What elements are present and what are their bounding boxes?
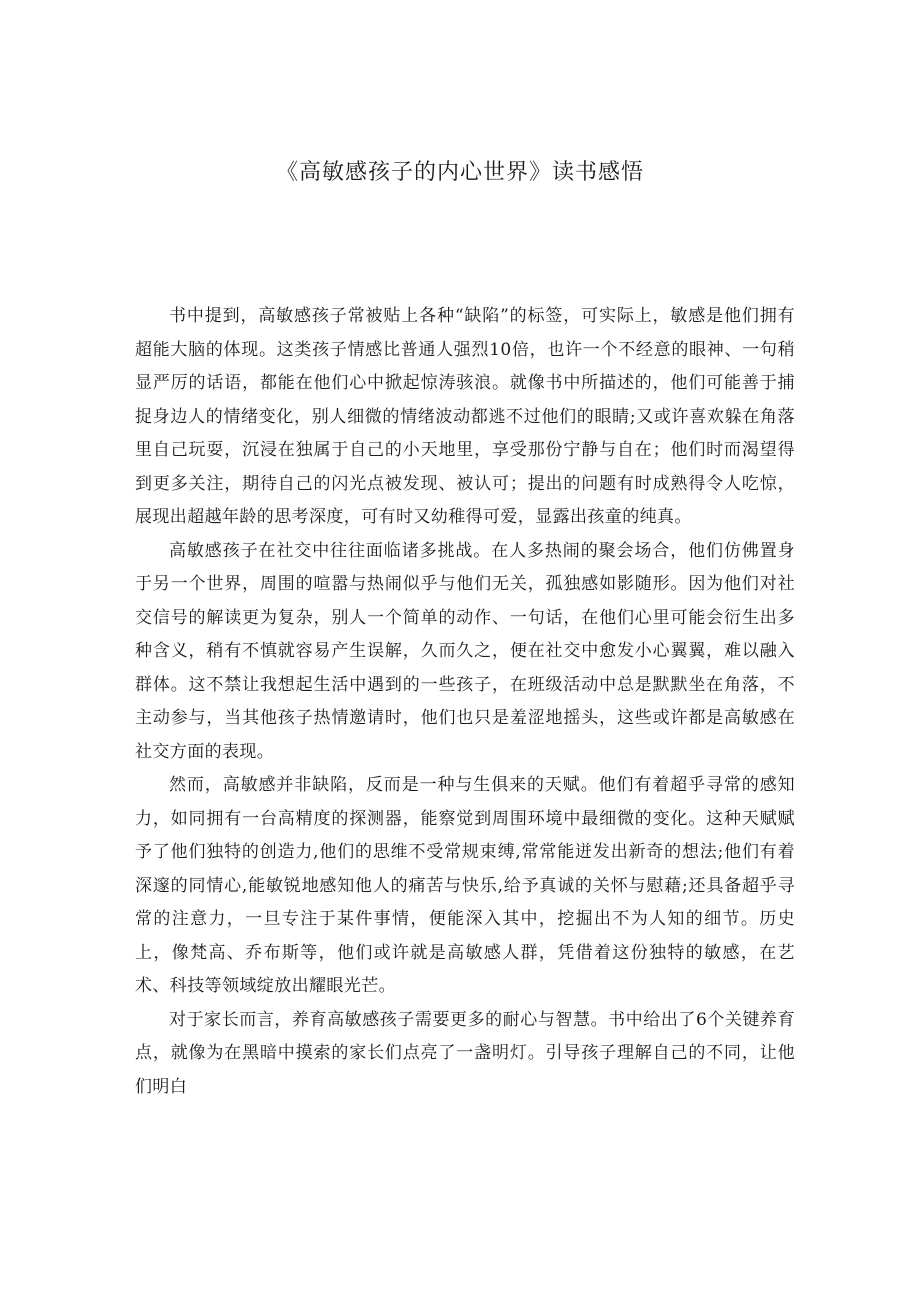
- paragraph-1: 书中提到，高敏感孩子常被贴上各种“缺陷”的标签，可实际上，敏感是他们拥有超能大脑的体现。这类孩子情感比普通人强烈10倍，也许一个不经意的眼神、一句稍显严厉的话语，都能在他们心中掀起惊涛骇浪。就像书中所描述的，他们可能善于捕捉身边人的情绪变化，别人细微的情绪波动都逃不过他们的眼睛;又或许喜欢躲在角落里自己玩耍，沉浸在独属于自己的小天地里，享受那份宁静与自在；他们时而渴望得到更多关注，期待自己的闪光点被发现、被认可；提出的问题有时成熟得令人吃惊，展现出超越年龄的思考深度，可有时又幼稚得可爱，显露出孩童的纯真。: [135, 306, 795, 527]
- document-body: [135, 300, 795, 1104]
- paragraph-4: 对于家长而言，养育高敏感孩子需要更多的耐心与智慧。书中给出了6个关键养育点，就像为在黑暗中摸索的家长们点亮了一盏明灯。引导孩子理解自己的不同，让他们明白: [135, 1009, 795, 1097]
- paragraph-2: 高敏感孩子在社交中往往面临诸多挑战。在人多热闹的聚会场合，他们仿佛置身于另一个世界，周围的喧嚣与热闹似乎与他们无关，孤独感如影随形。因为他们对社交信号的解读更为复杂，别人一个简单的动作、一句话，在他们心里可能会衍生出多种含义，稍有不慎就容易产生误解，久而久之，便在社交中愈发小心翼翼，难以融入群体。这不禁让我想起生活中遇到的一些孩子，在班级活动中总是默默坐在角落，不主动参与，当其他孩子热情邀请时，他们也只是羞涩地摇头，这些或许都是高敏感在社交方面的表现。: [135, 540, 795, 762]
- paragraph-3: 然而，高敏感并非缺陷，反而是一种与生俱来的天赋。他们有着超乎寻常的感知力，如同拥有一台高精度的探测器，能察觉到周围环境中最细微的变化。这种天赋赋予了他们独特的创造力,他们的思维不受常规束缚,常常能迸发出新奇的想法;他们有着深邃的同情心,能敏锐地感知他人的痛苦与快乐,给予真诚的关怀与慰藉;还具备超乎寻常的注意力，一旦专注于某件事情，便能深入其中，挖掘出不为人知的细节。历史上，像梵高、乔布斯等，他们或许就是高敏感人群，凭借着这份独特的敏感，在艺术、科技等领域绽放出耀眼光芒。: [135, 775, 795, 996]
- document-title: 《高敏感孩子的内心世界》读书感悟: [275, 160, 644, 185]
